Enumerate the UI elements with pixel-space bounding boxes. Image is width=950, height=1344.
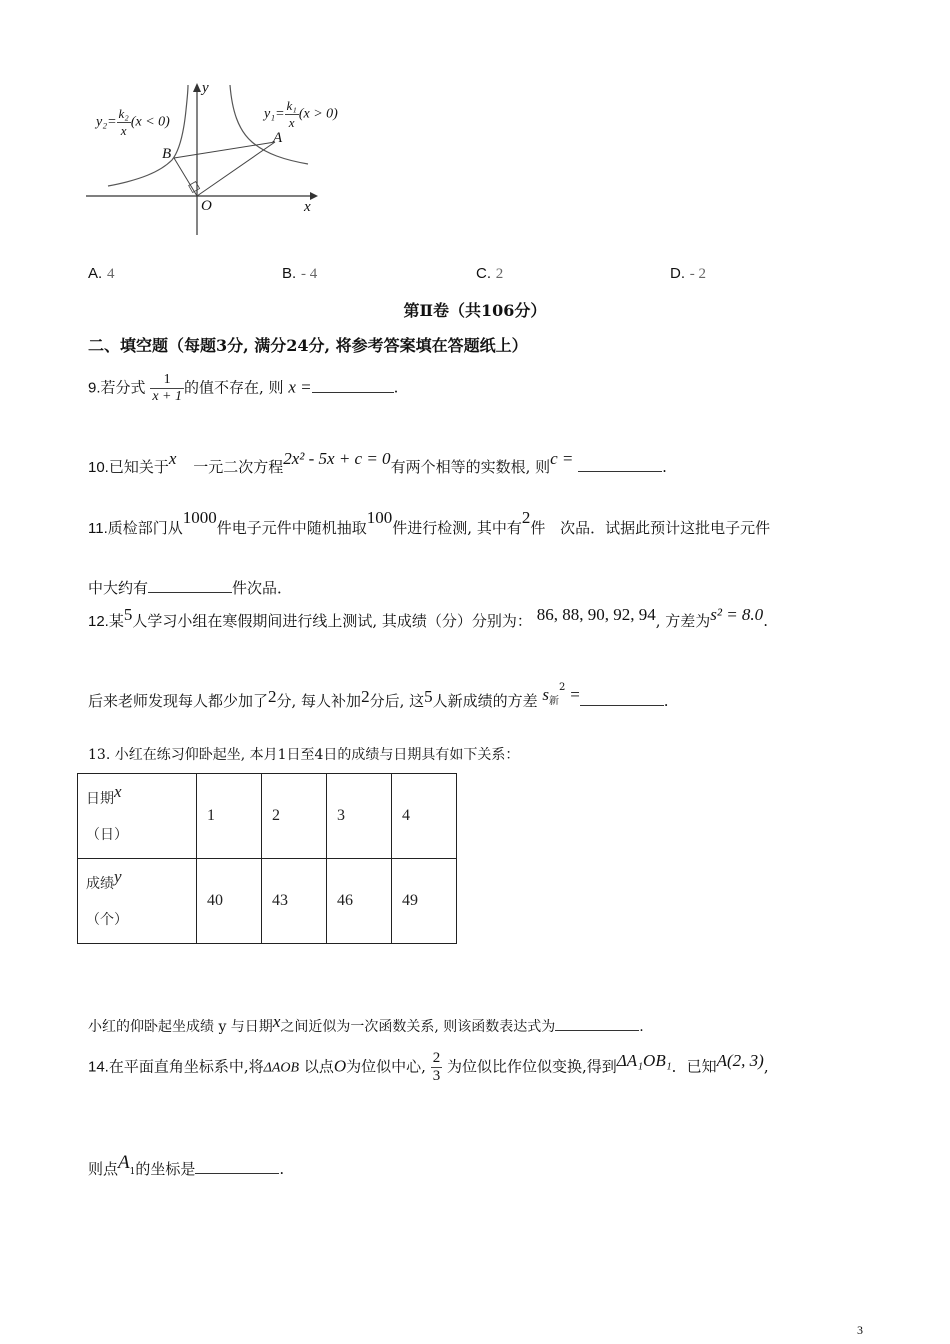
table-cell: 49 (392, 859, 457, 944)
graph-label-a: A (273, 130, 283, 146)
table-row (78, 774, 457, 859)
graph-label-o: O (201, 198, 212, 214)
option-d[interactable]: D. - 2 (670, 265, 707, 282)
question-12: 12.某5人学习小组在寒假期间进行线上测试, 其成绩（分）分别为： 86, 88, 90, 92, 94, 方差为s² = 8.0. (88, 605, 768, 630)
option-c[interactable]: C. 2 (476, 265, 504, 282)
question-14: 14.在平面直角坐标系中,将ΔAOB 以点O为位似中心, $\frac{2}{3}$ 为位似比作位似变换,得到ΔA₁OB₁．已知A(2, 3), (88, 1050, 769, 1084)
question-14-line2: 则点A1的坐标是 . (88, 1152, 285, 1178)
option-b[interactable]: B. - 4 (282, 265, 318, 282)
question-13-intro: 13. 小红在练习仰卧起坐, 本月1日至4日的成绩与日期具有如下关系： (88, 747, 520, 763)
table-cell: 40 (197, 859, 262, 944)
graph-label-x: x (304, 199, 311, 215)
answer-blank-9[interactable] (312, 392, 394, 393)
answer-blank-12[interactable] (580, 705, 664, 706)
date-score-table (77, 773, 457, 944)
answer-blank-11[interactable] (148, 592, 232, 593)
table-row (78, 859, 457, 944)
answer-blank-10[interactable] (578, 471, 662, 472)
page-number: 3 (857, 1323, 863, 1337)
question-11: 11.质检部门从1000件电子元件中随机抽取100件进行检测, 其中有2件 次品．试据此预计这批电子元件 (88, 508, 771, 537)
row-header-score: 成绩y （个） (78, 859, 197, 944)
question-9: 9.若分式 $\frac{1}{x + 1}$ 的值不存在, 则 x = . (88, 372, 399, 404)
answer-blank-14[interactable] (195, 1173, 279, 1174)
table-cell: 4 (392, 774, 457, 859)
section-title: 二、填空题（每题3分, 满分24分, 将参考答案填在答题纸上） (88, 336, 528, 355)
graph-label-b: B (162, 146, 172, 162)
part-title: 第Ⅱ卷（共106分） (403, 301, 547, 320)
table-cell: 1 (197, 774, 262, 859)
row-header-date: 日期x （日） (78, 774, 197, 859)
answer-blank-13[interactable] (555, 1030, 639, 1031)
graph-y2-formula: y₂= $\frac{\text{k₂}}{x}$ (x < 0) (96, 106, 170, 138)
question-10: 10.已知关于x 一元二次方程2x² - 5x + c = 0有两个相等的实数根, 则c = . (88, 449, 667, 476)
option-a[interactable]: A. 4 (88, 265, 115, 282)
table-cell: 3 (327, 774, 392, 859)
table-cell: 46 (327, 859, 392, 944)
question-11-line2: 中大约有 件次品． (88, 579, 293, 597)
question-13-ask: 小红的仰卧起坐成绩 y 与日期x之间近似为一次函数关系, 则该函数表达式为 . (88, 1012, 644, 1035)
table-cell: 43 (262, 859, 327, 944)
graph-y1-formula: y₁= $\frac{\text{k₁}}{x}$ (x > 0) (264, 98, 338, 130)
question-12-line2: 后来老师发现每人都少加了2分, 每人补加2分后, 这5人新成绩的方差 s新$^2$ = . (88, 682, 669, 710)
table-cell: 2 (262, 774, 327, 859)
graph-label-y: y (202, 80, 209, 96)
